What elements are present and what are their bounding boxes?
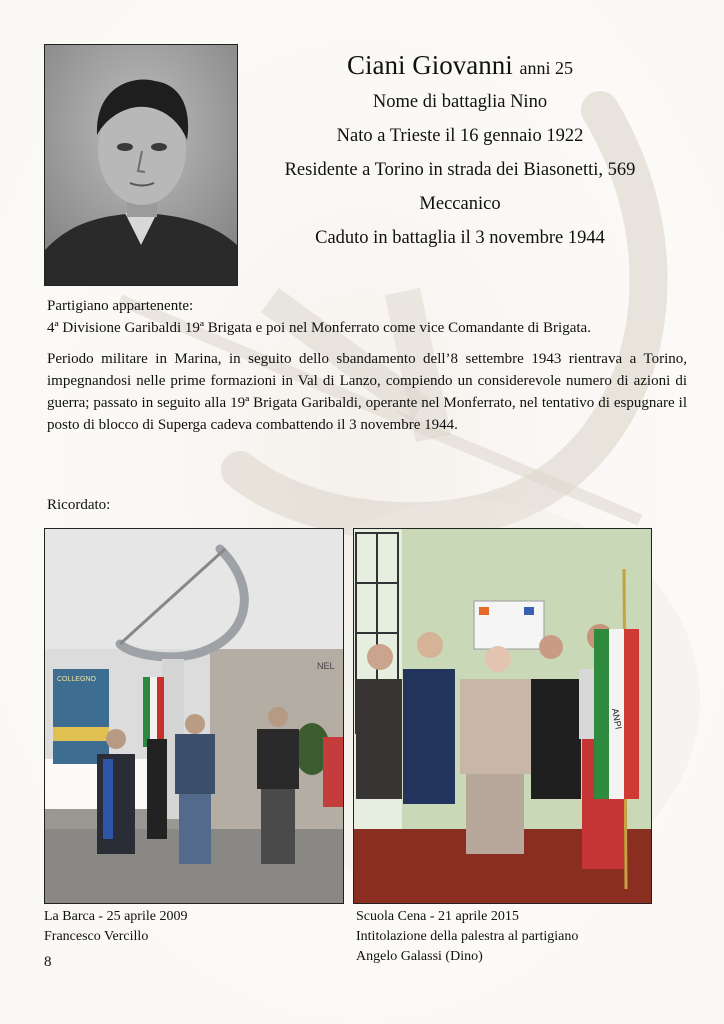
- caption-right-line3: Angelo Galassi (Dino): [356, 949, 483, 964]
- ceremony-photo-la-barca: [44, 528, 344, 904]
- biography-text: Periodo militare in Marina, in seguito dello sbandamento dell’8 settembre 1943 rientrava a Torino, impegnandosi nelle prime formazioni in Val di Lanzo, compiendo un considerevole numero di azioni di guerra; passato in seguito alla 19ª Brigata Garibaldi, operante nel Monferrato, nel tentativo di espugnare il posto di blocco di Superga cadeva combattendo il 3 novembre 1944.: [47, 351, 687, 433]
- remembered-label: Ricordato:: [47, 497, 111, 513]
- birth-info: Nato a Trieste il 16 gennaio 1922: [336, 126, 584, 146]
- person-name-line: [240, 48, 680, 85]
- wall-inscription: NEL: [317, 661, 335, 671]
- affiliation-text: 4ª Divisione Garibaldi 19ª Brigata e poi nel Monferrato come vice Comandante di Brigata.: [47, 320, 591, 336]
- person-header: [240, 48, 680, 255]
- person-age: anni 25: [519, 58, 573, 78]
- ceremony-photo-scuola-cena: [353, 528, 652, 904]
- portrait-photo: [44, 44, 238, 286]
- residence-info: Residente a Torino in strada dei Biasonetti, 569: [284, 160, 636, 180]
- caption-right-line1: Scuola Cena - 21 aprile 2015: [356, 909, 519, 924]
- page-number: 8: [44, 954, 52, 970]
- occupation-info: Meccanico: [419, 194, 501, 214]
- caption-right-line2: Intitolazione della palestra al partigiano: [356, 929, 579, 944]
- photo-caption-left: [44, 907, 187, 947]
- photo-caption-right: [356, 907, 578, 967]
- flag-inscription: ANPI: [610, 707, 624, 731]
- caption-left-line2: Francesco Vercillo: [44, 929, 149, 944]
- person-name: Ciani Giovanni: [347, 50, 513, 80]
- biography-section: [47, 295, 687, 436]
- battle-name: Nome di battaglia Nino: [372, 92, 548, 112]
- death-info: Caduto in battaglia il 3 novembre 1944: [315, 228, 605, 248]
- affiliation-label: Partigiano appartenente:: [47, 298, 194, 314]
- banner-inscription: COLLEGNO: [57, 676, 96, 683]
- caption-left-line1: La Barca - 25 aprile 2009: [44, 909, 188, 924]
